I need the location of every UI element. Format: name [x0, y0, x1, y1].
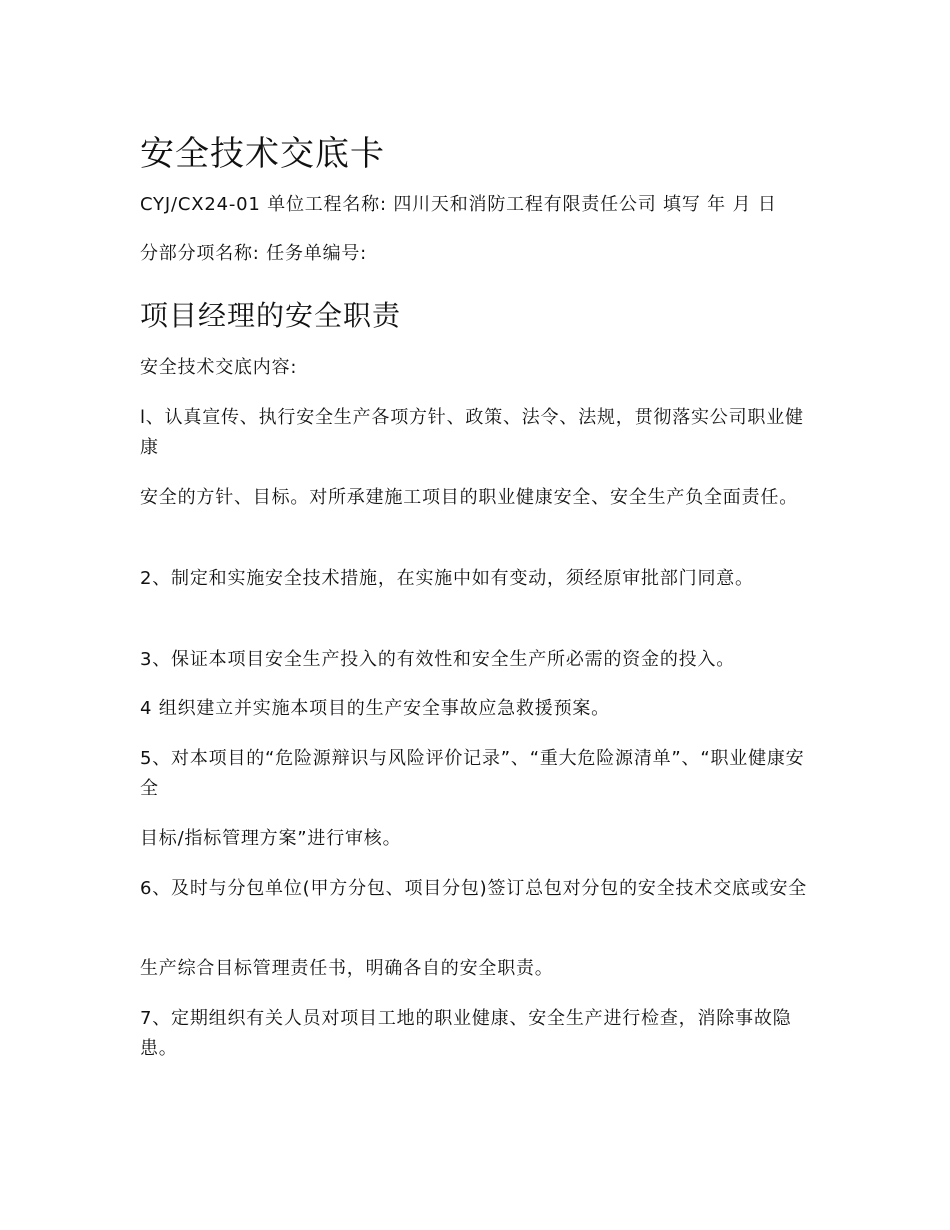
- paragraph-1-cont: 安全的方针、目标。对所承建施工项目的职业健康安全、安全生产负全面责任。: [140, 487, 798, 508]
- paragraph-1: l、认真宣传、执行安全生产各项方针、政策、法令、法规，贯彻落实公司职业健康: [140, 407, 804, 458]
- section-heading: 项目经理的安全职责: [140, 299, 402, 332]
- paragraph-7: 7、定期组织有关人员对项目工地的职业健康、安全生产进行检查，消除事故隐患。: [140, 1008, 792, 1059]
- paragraph-3: 3、保证本项目安全生产投入的有效性和安全生产所必需的资金的投入。: [140, 649, 736, 670]
- paragraph-5: 5、对本项目的“危险源辩识与风险评价记录”、“重大危险源清单”、“职业健康安全: [140, 748, 805, 799]
- content-label: 安全技术交底内容:: [140, 357, 298, 378]
- paragraph-4: 4 组织建立并实施本项目的生产安全事故应急救援预案。: [140, 698, 610, 719]
- paragraph-5-cont: 目标/指标管理方案”进行审核。: [140, 828, 402, 849]
- meta-line-unit: CYJ/CX24-01 单位工程名称: 四川天和消防工程有限责任公司 填写 年 月 日: [140, 194, 777, 215]
- paragraph-6-cont: 生产综合目标管理责任书，明确各自的安全职责。: [140, 958, 554, 979]
- document-title: 安全技术交底卡: [140, 134, 385, 174]
- paragraph-2: 2、制定和实施安全技术措施，在实施中如有变动，须经原审批部门同意。: [140, 568, 754, 589]
- paragraph-6: 6、及时与分包单位(甲方分包、项目分包)签订总包对分包的安全技术交底或安全: [140, 878, 808, 899]
- meta-line-subitem: 分部分项名称: 任务单编号:: [140, 243, 368, 264]
